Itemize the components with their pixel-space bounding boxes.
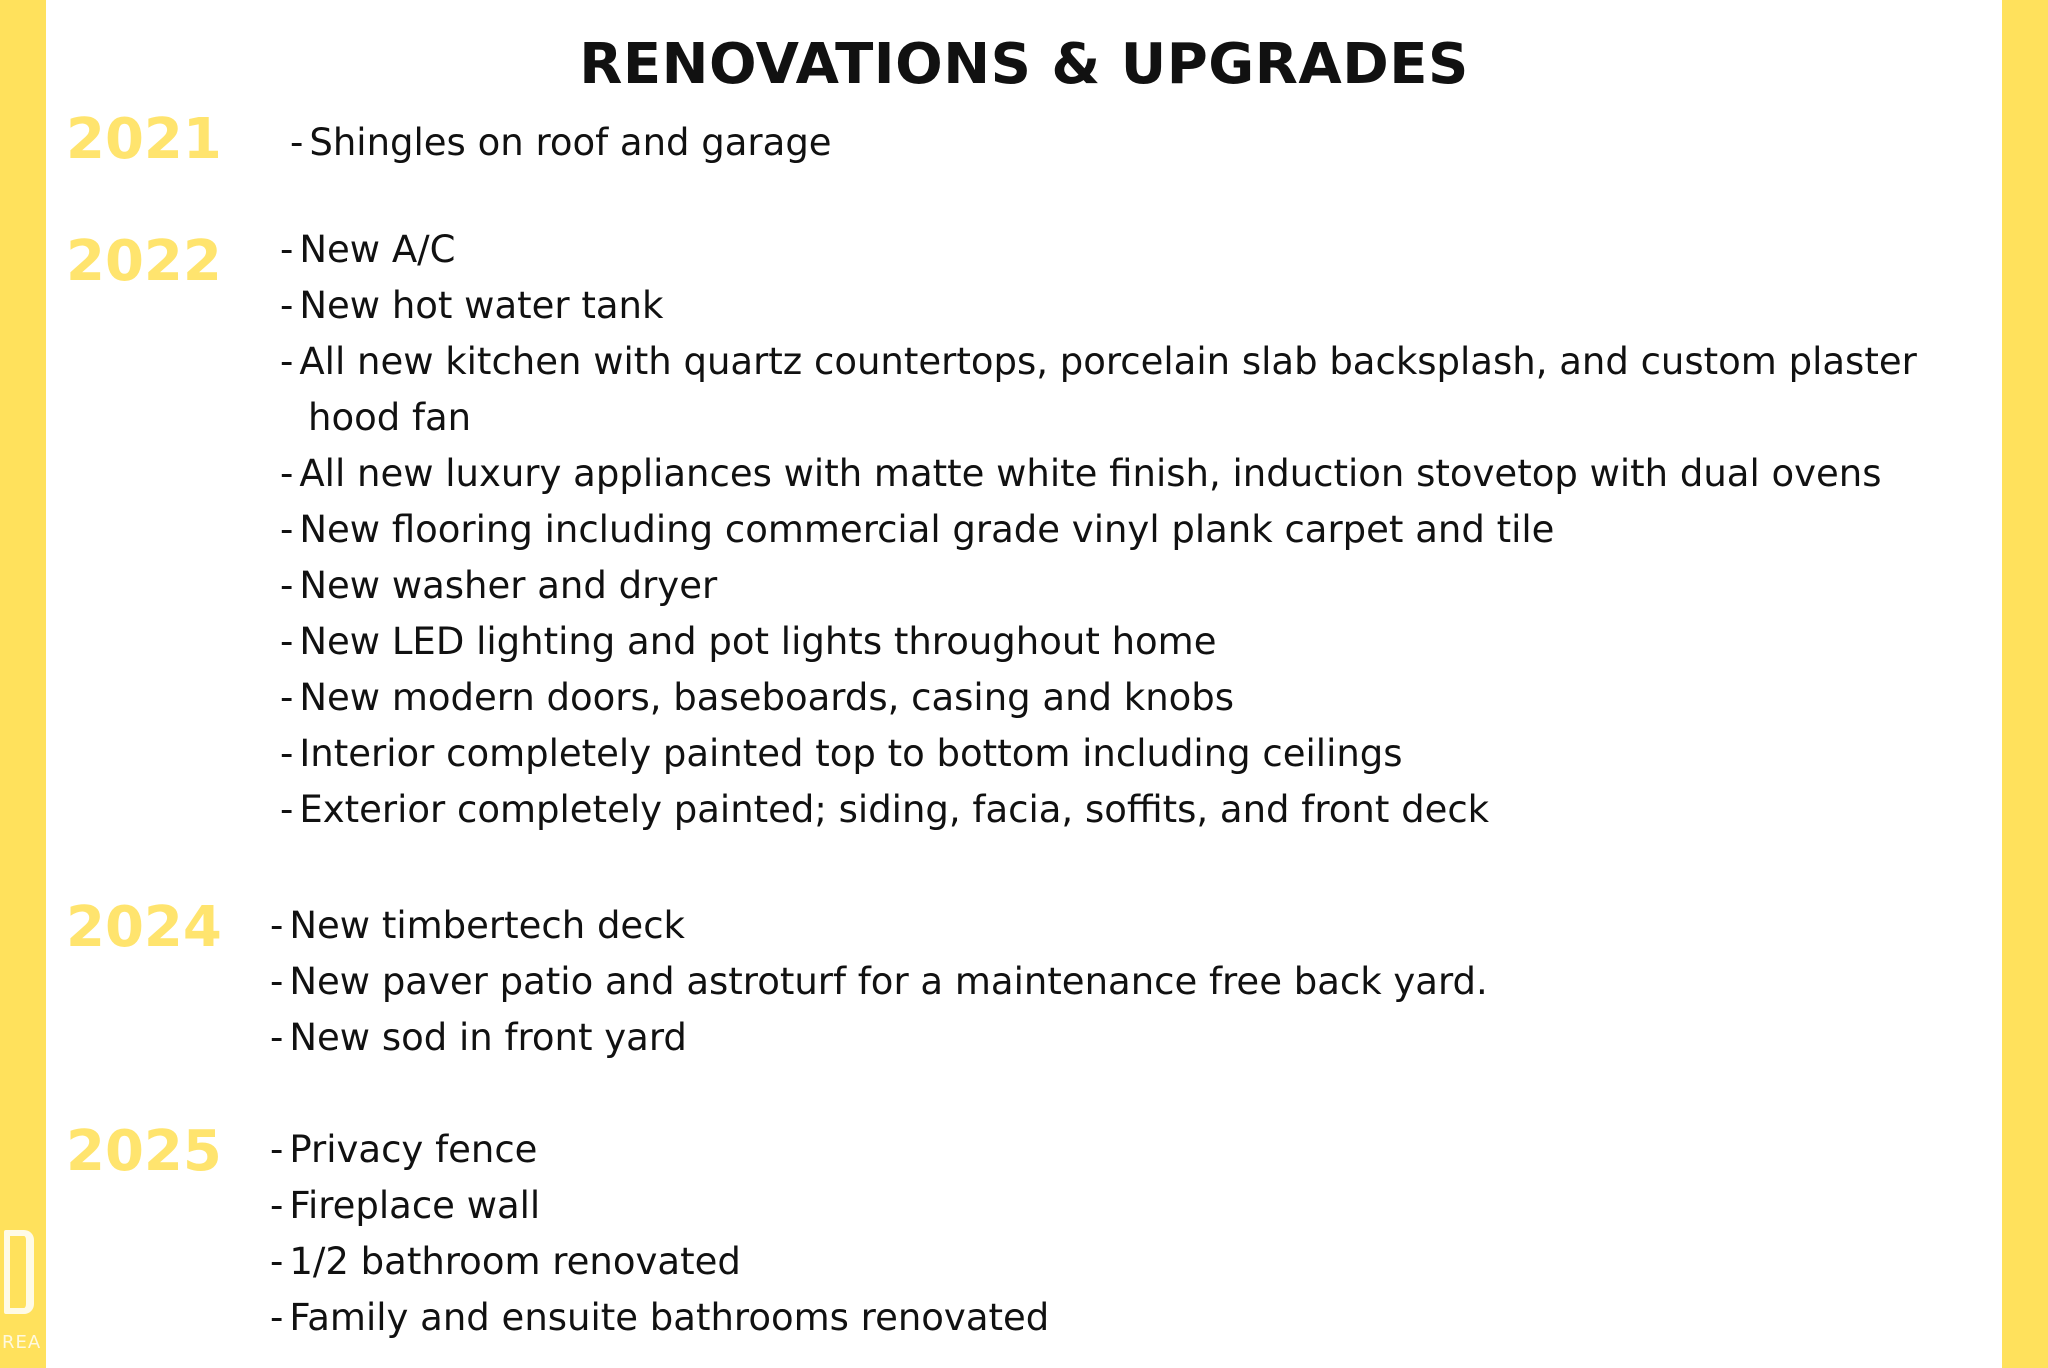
watermark-text: REA [2, 1332, 42, 1353]
items-list-2021 [290, 115, 832, 171]
list-item: - Shingles on roof and garage [290, 121, 832, 164]
page-title: RENOVATIONS & UPGRADES [579, 32, 1469, 97]
year-label-2024: 2024 [66, 895, 222, 960]
list-item: - All new luxury appliances with matte white finish, induction stovetop with dual ovens [280, 452, 1882, 495]
list-item: - New A/C [280, 228, 456, 271]
list-item: - New washer and dryer [280, 564, 718, 607]
list-item: - Exterior completely painted; siding, facia, soffits, and front deck [280, 788, 1490, 831]
list-item: - Family and ensuite bathrooms renovated [270, 1296, 1050, 1339]
list-item: - Fireplace wall [270, 1184, 541, 1227]
list-item: - New flooring including commercial grade vinyl plank carpet and tile [280, 508, 1555, 551]
year-label-2021: 2021 [66, 107, 222, 172]
watermark-logo [0, 1228, 46, 1368]
items-list-2024 [270, 898, 1488, 1066]
items-list-2025 [270, 1122, 1049, 1346]
list-item: - All new kitchen with quartz countertops, porcelain slab backsplash, and custom plaster [280, 340, 1917, 383]
list-item: - Privacy fence [270, 1128, 538, 1171]
items-list-2022 [280, 222, 1917, 838]
list-item: - New LED lighting and pot lights throughout home [280, 620, 1217, 663]
year-label-2025: 2025 [66, 1119, 222, 1184]
year-label-2022: 2022 [66, 229, 222, 294]
list-item: - New timbertech deck [270, 904, 685, 947]
list-item: - New modern doors, baseboards, casing and knobs [280, 676, 1235, 719]
list-item: - New hot water tank [280, 284, 664, 327]
list-item: - Interior completely painted top to bottom including ceilings [280, 732, 1403, 775]
list-item: - 1/2 bathroom renovated [270, 1240, 741, 1283]
list-item: - New sod in front yard [270, 1016, 687, 1059]
list-item: - New paver patio and astroturf for a maintenance free back yard. [270, 960, 1488, 1003]
left-yellow-border [0, 0, 46, 1368]
right-yellow-border [2002, 0, 2048, 1368]
watermark-box-icon [4, 1230, 34, 1314]
list-item-continuation: hood fan [308, 396, 472, 439]
